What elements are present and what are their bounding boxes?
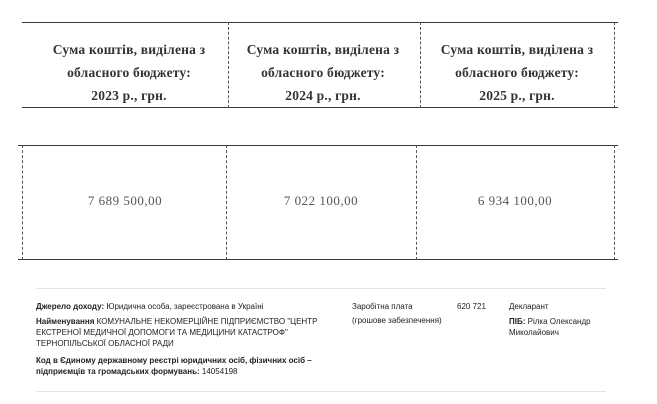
header-line-3: 2025 р., грн. bbox=[479, 88, 555, 103]
value-2023: 7 689 500,00 bbox=[87, 193, 163, 208]
top-divider bbox=[36, 288, 606, 289]
recipient-pib bbox=[509, 316, 609, 327]
value-2025: 6 934 100,00 bbox=[477, 193, 553, 208]
source-label: Джерело доходу: bbox=[36, 302, 105, 311]
values-top-border bbox=[18, 145, 618, 146]
values-col-rule-3 bbox=[614, 145, 616, 260]
registry-code bbox=[36, 355, 336, 377]
header-col-rule-3 bbox=[614, 22, 616, 108]
pib-value-line-1: Рілка Олександр bbox=[527, 317, 591, 326]
source-value: Юридична особа, зареєстрована в Україні bbox=[106, 302, 264, 311]
values-bottom-border bbox=[18, 259, 618, 260]
income-type bbox=[352, 301, 452, 326]
header-line-1: Сума коштів, виділена з bbox=[52, 42, 206, 57]
header-line-3: 2024 р., грн. bbox=[285, 88, 361, 103]
header-cell-2023 bbox=[34, 38, 224, 107]
recipient-role: Декларант bbox=[509, 302, 549, 311]
pib-label: ПІБ: bbox=[509, 317, 526, 326]
source-column bbox=[36, 301, 336, 377]
name-value-line-2: ЕКСТРЕНОЇ МЕДИЧНОЇ ДОПОМОГИ ТА МЕДИЦИНИ КАТАСТРОФ" bbox=[36, 328, 288, 337]
code-label-line-2: підприємців та громадських формувань: bbox=[36, 367, 200, 376]
name-value-line-1: КОМУНАЛЬНЕ НЕКОМЕРЦІЙНЕ ПІДПРИЄМСТВО "ЦЕНТР bbox=[96, 317, 318, 326]
organization-name bbox=[36, 316, 336, 349]
income-type-line-2: (грошове забезпечення) bbox=[352, 316, 442, 325]
recipient-column bbox=[509, 301, 609, 338]
header-cell-2025 bbox=[422, 38, 612, 107]
name-value-line-3: ТЕРНОПІЛЬСЬКОЇ ОБЛАСНОЇ РАДИ bbox=[36, 339, 174, 348]
header-line-3: 2023 р., грн. bbox=[91, 88, 167, 103]
values-col-rule-2 bbox=[416, 145, 418, 260]
header-line-2: обласного бюджету: bbox=[455, 65, 579, 80]
name-label: Найменування bbox=[36, 317, 95, 326]
income-amount: 620 721 bbox=[457, 302, 486, 311]
income-source bbox=[36, 301, 336, 312]
header-line-2: обласного бюджету: bbox=[67, 65, 191, 80]
header-line-1: Сума коштів, виділена з bbox=[246, 42, 400, 57]
header-line-2: обласного бюджету: bbox=[261, 65, 385, 80]
code-label-line-1: Код в Єдиному державному реєстрі юридичних осіб, фізичних осіб – bbox=[36, 356, 312, 365]
code-value: 14054198 bbox=[201, 367, 238, 376]
declaration-income-entry bbox=[0, 272, 657, 404]
header-line-1: Сума коштів, виділена з bbox=[440, 42, 594, 57]
values-col-rule-0 bbox=[22, 145, 24, 260]
value-2024: 7 022 100,00 bbox=[283, 193, 359, 208]
header-cell-2024 bbox=[228, 38, 418, 107]
income-type-line-1: Заробітна плата bbox=[352, 302, 413, 311]
pib-value-line-2: Миколайович bbox=[509, 328, 559, 337]
bottom-divider bbox=[36, 391, 606, 392]
table-top-border bbox=[22, 22, 618, 23]
header-bottom-border bbox=[22, 107, 618, 108]
